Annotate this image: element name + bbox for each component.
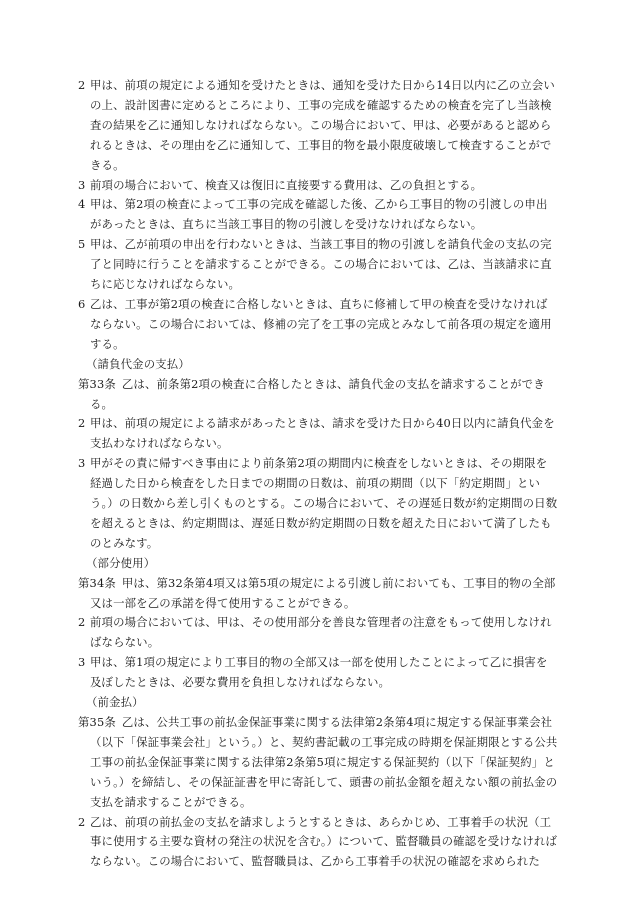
paragraph-text: 甲は、乙が前項の申出を行わないときは、当該工事目的物の引渡しを請負代金の支払の完了と同時に行うことを請求することができる。この場合においては、乙は、当該請求に直ちに応じなければならない。	[90, 237, 552, 292]
paragraph-32-6	[78, 295, 558, 355]
paragraph-text: 甲は、第2項の検査によって工事の完成を確認した後、乙から工事目的物の引渡しの申出があったときは、直ちに当該工事目的物の引渡しを受けなければならない。	[90, 197, 548, 232]
article-text: 甲は、第32条第4項又は第5項の規定による引渡し前においても、工事目的物の全部又は一部を乙の承諾を得て使用することができる。	[90, 575, 556, 610]
paragraph-number: 3	[78, 177, 86, 192]
paragraph-text: 甲は、第1項の規定により工事目的物の全部又は一部を使用したことによって乙に損害を及ぼしたときは、必要な費用を負担しなければならない。	[90, 655, 548, 690]
section-heading-payment: （請負代金の支払）	[86, 356, 190, 371]
article-number: 第34条	[78, 575, 116, 590]
paragraph-number: 2	[78, 416, 86, 431]
paragraph-32-2	[78, 76, 558, 176]
paragraph-34-3	[78, 653, 558, 693]
paragraph-number: 2	[78, 615, 86, 630]
section-heading-advance-payment: （前金払）	[86, 695, 144, 710]
paragraph-32-3	[78, 176, 558, 196]
article-number: 第33条	[78, 376, 116, 391]
article-number: 第35条	[78, 715, 116, 729]
paragraph-text: 甲は、前項の規定による通知を受けたときは、通知を受けた日から14日以内に乙の立会いの上、設計図書に定めるところにより、工事の完成を確認するための検査を完了し当該検査の結果を乙に通知しなければならない。この場合において、甲は、必要があると認められるときは、その理由を乙に通知して、工事目的物を最小限度破壊して検査することができる。	[90, 78, 555, 172]
paragraph-33-3	[78, 454, 558, 554]
paragraph-35-2	[78, 813, 558, 873]
section-heading-partial-use: （部分使用）	[86, 555, 156, 570]
article-35	[78, 713, 558, 813]
paragraph-number: 3	[78, 456, 86, 471]
paragraph-text: 前項の場合において、検査又は復旧に直接要する費用は、乙の負担とする。	[90, 177, 483, 192]
paragraph-text: 前項の場合においては、甲は、その使用部分を善良な管理者の注意をもって使用しなければならない。	[90, 615, 552, 650]
paragraph-text: 甲は、前項の規定による請求があったときは、請求を受けた日から40日以内に請負代金を支払わなければならない。	[90, 416, 555, 451]
paragraph-34-2	[78, 613, 558, 653]
paragraph-number: 4	[78, 197, 86, 212]
paragraph-33-2	[78, 414, 558, 454]
paragraph-number: 2	[78, 78, 86, 92]
article-34	[78, 574, 558, 614]
article-text: 乙は、公共工事の前払金保証事業に関する法律第2条第4項に規定する保証事業会社（以下「保証事業会社」という。）と、契約書記載の工事完成の時期を保証期限とする公共工事の前払金保証事業に関する法律第2条第5項に規定する保証契約（以下「保証契約」という。）を締結し、その保証証書を甲に寄託して、頭書の前払金額を超えない額の前払金の支払を請求することができる。	[90, 715, 558, 809]
paragraph-32-5	[78, 235, 558, 295]
paragraph-32-4	[78, 195, 558, 235]
paragraph-text: 乙は、前項の前払金の支払を請求しようとするときは、あらかじめ、工事着手の状況（工事に使用する主要な資材の発注の状況を含む。）について、監督職員の確認を受けなければならない。この場合において、監督職員は、乙から工事着手の状況の確認を求められた	[90, 814, 558, 869]
paragraph-text: 乙は、工事が第2項の検査に合格しないときは、直ちに修補して甲の検査を受けなければならない。この場合においては、修補の完了を工事の完成とみなして前各項の規定を適用する。	[90, 296, 552, 351]
paragraph-number: 6	[78, 296, 86, 311]
paragraph-number: 2	[78, 814, 86, 829]
paragraph-number: 5	[78, 237, 86, 252]
paragraph-text: 甲がその責に帰すべき事由により前条第2項の期間内に検査をしないときは、その期限を経過した日から検査をした日までの期間の日数は、前項の期間（以下「約定期間」という。）の日数から差し引くものとする。この場合において、その遅延日数が約定期間の日数を超えるときは、約定期間は、遅延日数が約定期間の日数を超えた日において満了したものとみなす。	[90, 456, 558, 550]
article-text: 乙は、前条第2項の検査に合格したときは、請負代金の支払を請求することができる。	[90, 376, 545, 411]
paragraph-number: 3	[78, 655, 86, 670]
document-page	[78, 76, 558, 872]
article-33	[78, 375, 558, 415]
